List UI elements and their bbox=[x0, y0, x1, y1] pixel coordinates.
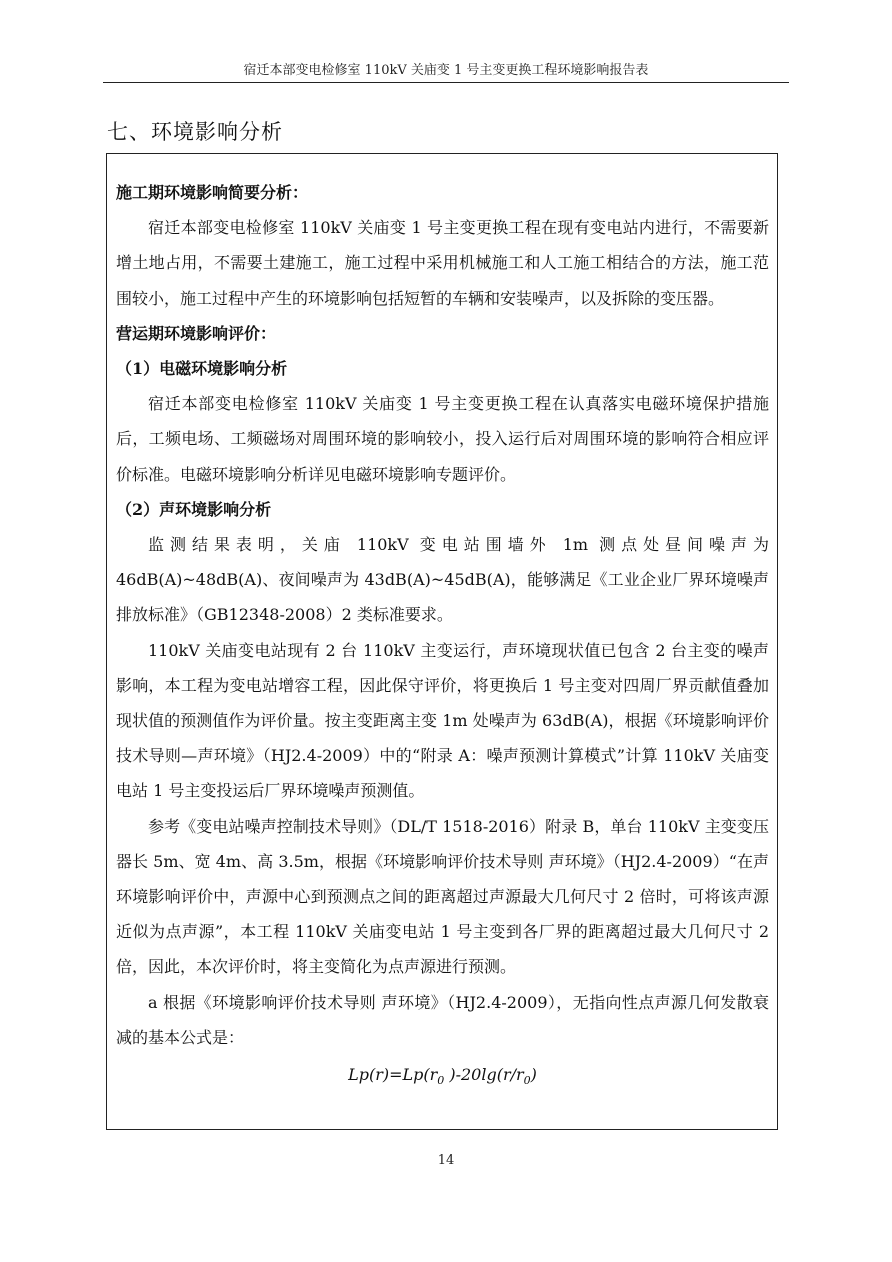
noise-paragraph-formula-intro: a 根据《环境影响评价技术导则 声环境》（HJ2.4-2009），无指向性点声源几何发散衰减的基本公式是： bbox=[116, 992, 769, 1047]
formula-part-b: )-20lg(r/r bbox=[444, 1065, 524, 1085]
em-analysis-paragraph: 宿迁本部变电检修室 110kV 关庙变 1 号主变更换工程在认真落实电磁环境保护措施后，工频电场、工频磁场对周围环境的影响较小，投入运行后对周围环境的影响符合相应评价标准。电磁环境影响分析详见电磁环境影响专题评价。 bbox=[116, 394, 769, 484]
formula-part-a: Lp(r)=Lp(r bbox=[348, 1065, 438, 1085]
noise-paragraph-point-source: 参考《变电站噪声控制技术导则》（DL/T 1518-2016）附录 B，单台 110kV 主变变压器长 5m、宽 4m、高 3.5m，根据《环境影响评价技术导则 声环境》（HJ2.4-2009）“在声环境影响评价中，声源中心到预测点之间的距离超过声源最大几何尺寸 2 倍时，可将该声源近似为点声源”，本工程 110kV 关庙变电站 1 号主变到各厂界的距离超过最大几何尺寸 2 倍，因此，本次评价时，将主变简化为点声源进行预测。 bbox=[116, 816, 769, 977]
noise-paragraph-monitoring: 监测结果表明，关庙 110kV 变电站围墙外 1m 测点处昼间噪声为 46dB(A)~48dB(A)、夜间噪声为 43dB(A)~45dB(A)，能够满足《工业企业厂界环境噪声排放标准》（GB12348-2008）2 类标准要求。 bbox=[116, 535, 769, 625]
formula-subscript-2: 0 bbox=[523, 1074, 531, 1088]
header-title: 宿迁本部变电检修室 110kV 关庙变 1 号主变更换工程环境影响报告表 bbox=[243, 63, 649, 78]
formula-subscript-1: 0 bbox=[437, 1074, 445, 1088]
formula-part-c: ) bbox=[530, 1065, 537, 1085]
section-title: 七、环境影响分析 bbox=[107, 120, 283, 144]
operation-heading: 营运期环境影响评价： bbox=[116, 323, 277, 343]
content-box bbox=[106, 153, 778, 1130]
construction-paragraph: 宿迁本部变电检修室 110kV 关庙变 1 号主变更换工程在现有变电站内进行，不需要新增土地占用，不需要土建施工，施工过程中采用机械施工和人工施工相结合的方法，施工范围较小，施工过程中产生的环境影响包括短暂的车辆和安装噪声，以及拆除的变压器。 bbox=[116, 218, 769, 308]
noise-paragraph-evaluation: 110kV 关庙变电站现有 2 台 110kV 主变运行，声环境现状值已包含 2 台主变的噪声影响，本工程为变电站增容工程，因此保守评价，将更换后 1 号主变对四周厂界贡献值叠加现状值的预测值作为评价量。按主变距离主变 1m 处噪声为 63dB(A)，根据《环境影响评价技术导则—声环境》（HJ2.4-2009）中的“附录 A：噪声预测计算模式”计算 110kV 关庙变电站 1 号主变投运后厂界环境噪声预测值。 bbox=[116, 640, 769, 801]
page-number: 14 bbox=[437, 1153, 455, 1168]
page-header bbox=[103, 60, 789, 83]
construction-heading: 施工期环境影响简要分析： bbox=[116, 183, 309, 202]
noise-analysis-heading: （2）声环境影响分析 bbox=[116, 499, 272, 519]
em-analysis-heading: （1）电磁环境影响分析 bbox=[116, 359, 288, 379]
attenuation-formula bbox=[116, 1057, 769, 1098]
